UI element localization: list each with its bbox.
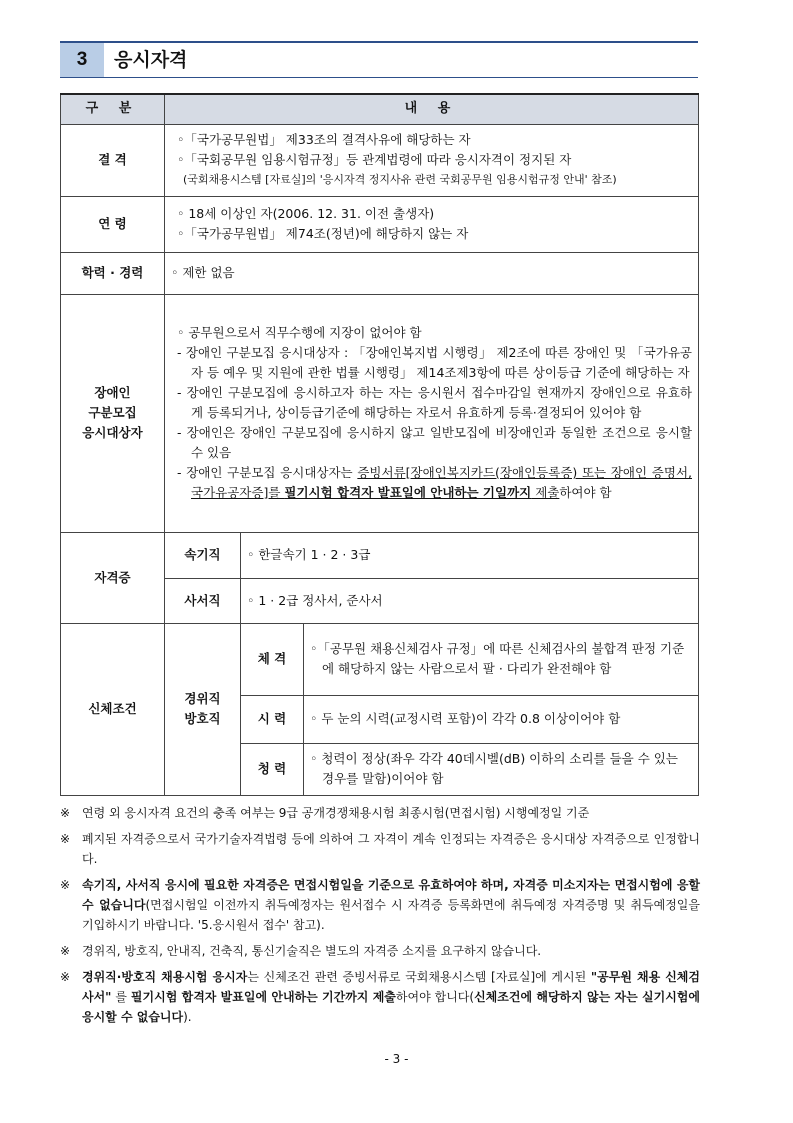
note-1-text: 연령 외 응시자격 요건의 충족 여부는 9급 공개경쟁채용시험 최종시험(면접시험) 시행예정일 기준 [82,806,590,820]
label-disabled-line1: 장애인 [94,385,131,400]
cert-librarian-label: 사서직 [165,578,241,623]
label-disqualification: 결 격 [61,124,165,196]
cert-stenographer-text: ◦ 한글속기 1 · 2 · 3급 [241,532,699,578]
age-item-2: ◦「국가공무원법」 제74조(정년)에 해당하지 않는 자 [177,226,469,241]
disabled-bullet-2: - 장애인 구분모집에 응시하고자 하는 자는 응시원서 접수마감일 현재까지 장애인으로 유효하게 등록되거나, 상이등급기준에 해당하는 자로서 유효하게 등록·결정되어 있어야 함 [177,385,692,420]
header-bottom-rule [60,77,698,78]
note-5-p8: ). [183,1010,192,1024]
note-5-p7: 신체조건에 해당하지 않는 자는 실기시험에 응시할 수 없습니다 [82,990,700,1024]
note-3-rest: (면접시험일 이전까지 취득예정자는 원서접수 시 자격증 등록화면에 취득예정 자격증명 및 취득예정일을 기입하시기 바랍니다. '5.응시원서 접수' 참고). [82,898,700,932]
disabled-b4-prefix: - 장애인 구분모집 응시대상자는 [177,465,358,480]
note-3-bold: 속기직, 사서직 응시에 필요한 자격증은 면접시험일을 기준으로 유효하여야 하며, 자격증 미소지자는 면접시험에 응할 수 없습니다 [82,878,700,912]
note-3 [60,875,700,935]
row-education [61,252,699,294]
disabled-b4-underlined: 증빙서류[장애인복지카드(장애인등록증) 또는 장애인 증명서, 국가유공자증]를 [191,465,692,500]
page-number: - 3 - [384,1052,409,1066]
physical-group-line2: 방호직 [184,711,221,726]
disq-item-2: ◦「국회공무원 임용시험규정」등 관계법령에 따라 응시자격이 정지된 자 [177,152,572,167]
disabled-bullet-1: - 장애인 구분모집 응시대상자 : 「장애인복지법 시행령」 제2조에 따른 장애인 및 「국가유공자 등 예우 및 지원에 관한 법률 시행령」 제14조제3항에 따른 상이등급 기준에 해당하는 자 [177,345,692,380]
section-title: 응시자격 [114,49,188,71]
physical-hearing-text: ◦ 청력이 정상(좌우 각각 40데시벨(dB) 이하의 소리를 들을 수 있는 경우를 말함)이어야 함 [304,743,699,795]
label-age: 연 령 [61,196,165,252]
note-mark: ※ [60,878,71,892]
label-education: 학력 · 경력 [61,252,165,294]
note-4-text: 경위직, 방호직, 안내직, 건축직, 통신기술직은 별도의 자격증 소지를 요구하지 않습니다. [82,944,542,958]
row-age [61,196,699,252]
note-mark: ※ [60,944,71,958]
disq-note: (국회채용시스템 [자료실]의 '응시자격 정지사유 관련 국회공무원 임용시험규정 안내' 참조) [183,173,617,186]
note-mark: ※ [60,970,71,984]
header-content: 내 용 [165,94,699,124]
physical-build-text: ◦「공무원 채용신체검사 규정」에 따른 신체검사의 불합격 판정 기준에 해당하지 않는 사람으로서 팔 · 다리가 완전해야 함 [304,623,699,695]
physical-build-label: 체 격 [241,623,304,695]
row-disabled [61,294,699,532]
content-disqualification [165,124,699,196]
label-certificate: 자격증 [61,532,165,623]
row-body-build [61,623,699,695]
cert-librarian-text: ◦ 1 · 2급 정사서, 준사서 [241,578,699,623]
note-5-p3: "공무원 채용 신체검사서" [82,970,700,1004]
note-5 [60,967,700,1027]
age-item-1: ◦ 18세 이상인 자(2006. 12. 31. 이전 출생자) [177,206,435,221]
note-2 [60,829,700,869]
physical-vision-text: ◦ 두 눈의 시력(교정시력 포함)이 각각 0.8 이상이어야 함 [304,695,699,743]
disabled-intro: ◦ 공무원으로서 직무수행에 지장이 없어야 함 [177,325,422,340]
note-1 [60,803,700,823]
disabled-b4-suffix: 하여야 함 [559,485,612,500]
note-mark: ※ [60,806,71,820]
note-5-p2: 는 신체조건 관련 증빙서류로 국회채용시스템 [자료실]에 게시된 [247,970,591,984]
label-disabled-line3: 응시대상자 [82,425,143,440]
cert-stenographer-label: 속기직 [165,532,241,578]
note-5-p6: 하여야 합니다( [395,990,475,1004]
content-education: ◦ 제한 없음 [165,252,699,294]
header-category: 구 분 [61,94,165,124]
row-disqualification [61,124,699,196]
disabled-bullet-4 [171,463,692,503]
table-header-row [61,94,699,124]
content-disabled [165,294,699,532]
notes [60,803,700,1033]
row-cert-stenographer [61,532,699,578]
disabled-b4-underlined-end: 제출 [531,485,560,500]
note-mark: ※ [60,832,71,846]
disabled-bullet-3: - 장애인은 장애인 구분모집에 응시하지 않고 일반모집에 비장애인과 동일한 조건으로 응시할 수 있음 [177,425,692,460]
section-header [60,41,698,78]
label-physical: 신체조건 [61,623,165,795]
label-disabled [61,294,165,532]
section-number: 3 [60,43,104,77]
eligibility-table [60,93,699,796]
label-disabled-line2: 구분모집 [88,405,137,420]
note-5-p5: 필기시험 합격자 발표일에 안내하는 기간까지 제출 [130,990,396,1004]
physical-vision-label: 시 력 [241,695,304,743]
physical-group-label [165,623,241,795]
disabled-b4-bold: 필기시험 합격자 발표일에 안내하는 기일까지 [284,485,532,500]
note-4 [60,941,700,961]
note-5-p1: 경위직·방호직 채용시험 응시자 [82,970,248,984]
note-2-text: 폐지된 자격증으로서 국가기술자격법령 등에 의하여 그 자격이 계속 인정되는 자격증은 응시대상 자격증으로 인정합니다. [82,832,700,866]
content-age [165,196,699,252]
disq-item-1: ◦「국가공무원법」 제33조의 결격사유에 해당하는 자 [177,132,471,147]
physical-group-line1: 경위직 [184,691,221,706]
physical-hearing-label: 청 력 [241,743,304,795]
note-5-p4: 를 [111,990,131,1004]
